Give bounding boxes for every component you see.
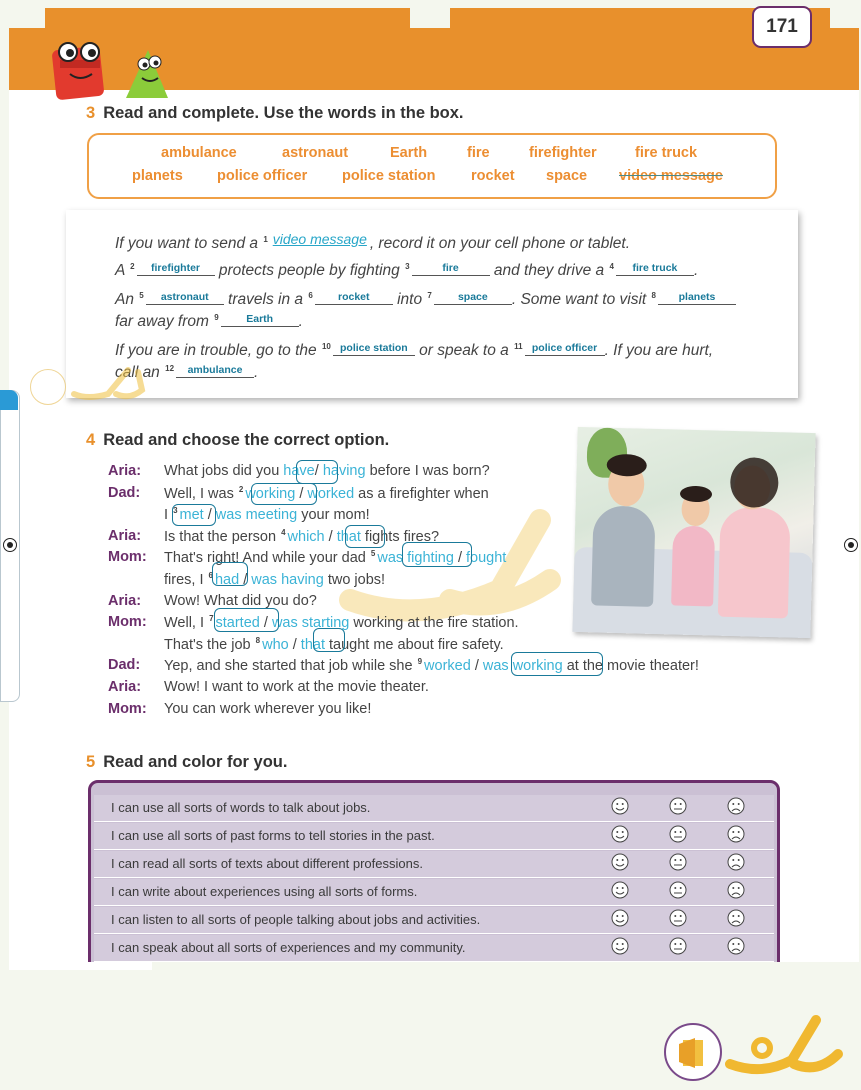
header-band-left [45, 8, 410, 30]
option-worked-2[interactable]: worked [424, 657, 471, 674]
option-started[interactable]: started [215, 614, 260, 631]
speaker-mom: Mom: [108, 549, 147, 565]
option-worked[interactable]: worked [307, 485, 355, 502]
exercise-3-heading [86, 104, 464, 123]
dialogue-line-8: Well, I $^7$ started / was starting working at the fire station. [164, 614, 519, 631]
footer-logo-icon [663, 1022, 723, 1082]
registration-mark-right-icon [844, 538, 858, 552]
option-which[interactable]: which [287, 528, 325, 545]
photo-father [591, 505, 656, 607]
photo-girl [671, 525, 715, 606]
sad-face-icon[interactable] [727, 909, 745, 927]
answer-9: Earth [221, 312, 299, 327]
speaker-mom: Mom: [108, 614, 147, 630]
exercise-3-instruction: Read and complete. Use the words in the box. [103, 104, 464, 122]
happy-face-icon[interactable] [611, 937, 629, 955]
happy-face-icon[interactable] [611, 909, 629, 927]
assessment-row: I can write about experiences using all sorts of forms. [94, 879, 774, 906]
option-have[interactable]: have [283, 463, 315, 479]
exercise-3-text-card [66, 210, 798, 398]
top-margin [0, 0, 861, 8]
word-space: space [546, 168, 588, 184]
answer-2: firefighter [137, 261, 215, 276]
option-had[interactable]: had [214, 571, 240, 588]
dialogue-line-4: Is that the person $^4$ which / that fights fires? [164, 528, 440, 545]
sad-face-icon[interactable] [727, 853, 745, 871]
text-line-2: A $^2$ firefighter protects people by fighting $^3$ fire and they drive a $^4$ fire truck . [115, 261, 699, 279]
answer-circle-9 [511, 652, 603, 676]
assessment-row: I can speak about all sorts of experiences and my community. [94, 935, 774, 962]
assessment-row: I can read all sorts of texts about different professions. [94, 851, 774, 878]
word-earth: Earth [390, 145, 428, 161]
dialogue-line-12: You can work wherever you like! [164, 701, 372, 717]
option-having[interactable]: having [322, 463, 366, 479]
sad-face-icon[interactable] [727, 881, 745, 899]
answer-6: rocket [315, 290, 393, 305]
answer-circle-1 [296, 460, 338, 484]
answer-circle-7 [214, 608, 279, 632]
dialogue-line-6: fires, I $^6$ had / was having two jobs! [164, 571, 386, 588]
dialogue-line-3: I $^3$ met / was meeting your mom! [164, 506, 370, 523]
text-line-1: If you want to send a $^1$ video message , record it on your cell phone or tablet. [115, 231, 631, 252]
dialogue-line-7: Wow! What did you do? [164, 593, 317, 609]
footer-wordmark-icon [722, 1012, 844, 1078]
speaker-mom: Mom: [108, 701, 147, 717]
word-fire-truck: fire truck [635, 145, 698, 161]
answer-4: fire truck [616, 261, 694, 276]
mascot-characters-icon [48, 40, 188, 102]
exercise-4-heading [86, 431, 389, 450]
neutral-face-icon[interactable] [669, 909, 687, 927]
assessment-row: I can use all sorts of words to talk about jobs. [94, 795, 774, 822]
page-number: 171 [752, 6, 812, 48]
word-police-officer: police officer [217, 168, 308, 184]
answer-11: police officer [525, 341, 605, 356]
answer-8: planets [658, 290, 736, 305]
exercise-3-number: 3 [86, 104, 96, 122]
answer-3: fire [412, 261, 490, 276]
word-firefighter: firefighter [529, 145, 597, 161]
word-fire: fire [467, 145, 490, 161]
answer-circle-5 [402, 542, 472, 567]
word-ambulance: ambulance [161, 145, 237, 161]
neutral-face-icon[interactable] [669, 881, 687, 899]
text-line-5: If you are in trouble, go to the $^{10}$ police station or speak to a $^{11}$ police officer . If you are hurt, [115, 341, 714, 359]
option-was-fighting[interactable]: was fighting [377, 549, 454, 566]
answer-circle-6 [212, 562, 248, 586]
neutral-face-icon[interactable] [669, 825, 687, 843]
dialogue-line-2: Well, I was $^2$ working / worked as a firefighter when [164, 485, 489, 502]
option-that-2[interactable]: that [300, 636, 325, 653]
exercise-5-heading [86, 753, 287, 772]
assessment-row: I can listen to all sorts of people talking about jobs and activities. [94, 907, 774, 934]
assessment-row: I can use all sorts of past forms to tell stories in the past. [94, 823, 774, 850]
option-working[interactable]: working [245, 485, 296, 502]
answer-7: space [434, 290, 512, 305]
neutral-face-icon[interactable] [669, 853, 687, 871]
dialogue-line-9: That's the job $^8$ who / that taught me about fire safety. [164, 636, 504, 653]
dialogue-line-5: That's right! And while your dad $^5$ was fighting / fought [164, 549, 507, 566]
speaker-aria: Aria: [108, 593, 142, 609]
speaker-dad: Dad: [108, 657, 141, 673]
option-was-starting[interactable]: was starting [271, 614, 350, 631]
dialogue-line-10: Yep, and she started that job while she $^9$ worked / was working at the movie theater! [164, 657, 699, 674]
sad-face-icon[interactable] [727, 797, 745, 815]
option-who[interactable]: who [262, 636, 289, 653]
neutral-face-icon[interactable] [669, 797, 687, 815]
exercise-5-number: 5 [86, 753, 96, 771]
option-fought[interactable]: fought [466, 549, 507, 566]
text-line-3: An $^5$ astronaut travels in a $^6$ rocket into $^7$ space . Some want to visit $^8$ planets [115, 290, 736, 309]
word-police-station: police station [342, 168, 436, 184]
option-was-meeting[interactable]: was meeting [215, 506, 298, 523]
word-rocket: rocket [471, 168, 515, 184]
option-was-working[interactable]: was working [482, 657, 563, 674]
option-met[interactable]: met [179, 506, 204, 523]
dialogue-line-1: What jobs did you have/ having before I was born? [164, 463, 490, 479]
watermark-logo-icon [30, 369, 66, 405]
option-that[interactable]: that [336, 528, 361, 545]
speaker-aria: Aria: [108, 679, 142, 695]
self-assessment-table [88, 780, 780, 972]
registration-mark-left-icon [3, 538, 17, 552]
speaker-aria: Aria: [108, 463, 142, 479]
word-planets: planets [132, 168, 183, 184]
answer-circle-8 [313, 628, 345, 652]
word-box [87, 133, 777, 199]
family-photo [572, 427, 815, 638]
option-was-having[interactable]: was having [251, 571, 324, 588]
side-tab-marker [0, 390, 18, 410]
speaker-dad: Dad: [108, 485, 141, 501]
sad-face-icon[interactable] [727, 937, 745, 955]
text-line-4: far away from $^9$ Earth . [115, 312, 303, 330]
text-line-6: call an $^{12}$ ambulance . [115, 363, 259, 381]
neutral-face-icon[interactable] [669, 937, 687, 955]
happy-face-icon[interactable] [611, 853, 629, 871]
answer-12: ambulance [176, 363, 254, 378]
happy-face-icon[interactable] [611, 825, 629, 843]
answer-circle-3 [172, 504, 216, 526]
happy-face-icon[interactable] [611, 797, 629, 815]
page-edge [9, 962, 152, 970]
answer-1: video message [272, 231, 367, 247]
photo-mother [718, 507, 791, 619]
sad-face-icon[interactable] [727, 825, 745, 843]
happy-face-icon[interactable] [611, 881, 629, 899]
word-video-message-struck: video message [619, 168, 723, 184]
exercise-5-instruction: Read and color for you. [103, 753, 288, 771]
answer-10: police station [333, 341, 415, 356]
speaker-aria: Aria: [108, 528, 142, 544]
answer-circle-2 [251, 483, 317, 505]
dialogue-line-11: Wow! I want to work at the movie theater. [164, 679, 429, 695]
answer-5: astronaut [146, 290, 224, 305]
word-astronaut: astronaut [282, 145, 349, 161]
exercise-4-instruction: Read and choose the correct option. [103, 431, 390, 449]
exercise-4-number: 4 [86, 431, 96, 449]
answer-circle-4 [345, 525, 385, 548]
watermark-small-icon [68, 360, 148, 404]
